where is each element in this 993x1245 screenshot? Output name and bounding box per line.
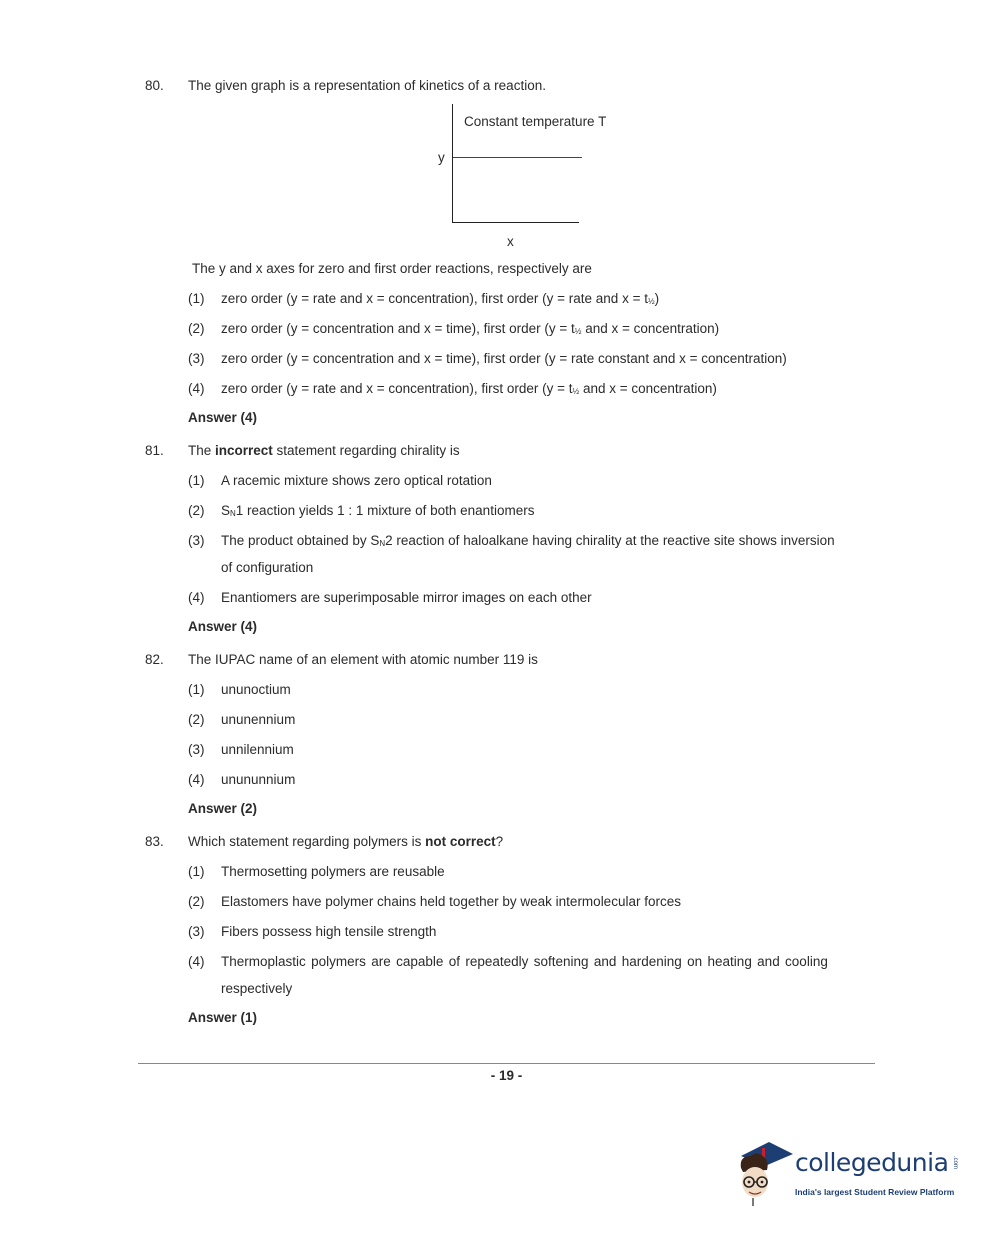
q82-text: The IUPAC name of an element with atomic number 119 is xyxy=(188,652,538,667)
option-text-continued: respectively xyxy=(221,981,293,996)
graph-y-label: y xyxy=(438,150,445,165)
graph-x-axis xyxy=(452,222,579,223)
option-text: Fibers possess high tensile strength xyxy=(221,924,437,939)
collegedunia-logo[interactable] xyxy=(735,1138,965,1208)
q81-answer: Answer (4) xyxy=(188,619,258,634)
q81-text: The incorrect statement regarding chirality is xyxy=(188,443,460,458)
graph-x-label: x xyxy=(507,234,514,249)
footer-divider xyxy=(138,1063,875,1064)
option-text-continued: of configuration xyxy=(221,560,314,575)
option-number: (2) xyxy=(188,503,205,518)
option-number: (1) xyxy=(188,864,205,879)
option-number: (3) xyxy=(188,351,205,366)
option-number: (1) xyxy=(188,682,205,697)
q80-number: 80. xyxy=(145,78,164,93)
option-number: (3) xyxy=(188,742,205,757)
option-number: (4) xyxy=(188,772,205,787)
option-number: (4) xyxy=(188,590,205,605)
option-text: ununennium xyxy=(221,712,296,727)
option-number: (2) xyxy=(188,712,205,727)
logo-domain: .com xyxy=(952,1156,958,1170)
option-text: Thermosetting polymers are reusable xyxy=(221,864,445,879)
option-text: Enantiomers are superimposable mirror images on each other xyxy=(221,590,592,605)
option-number: (1) xyxy=(188,291,205,306)
q83-text: Which statement regarding polymers is not correct? xyxy=(188,834,504,849)
option-number: (4) xyxy=(188,954,205,969)
option-text: The product obtained by $S_N2$ reaction of haloalkane having chirality at the reactive site shows inversion xyxy=(221,533,835,548)
q81-number: 81. xyxy=(145,443,164,458)
option-text: zero order (y = rate and x = concentration), first order ($y = t_{\frac{1}{2}}$ and x = concentration) xyxy=(221,381,717,396)
option-text: ununoctium xyxy=(221,682,291,697)
option-number: (3) xyxy=(188,924,205,939)
option-text: zero order (y = concentration and x = time), first order ($y = t_{\frac{1}{2}}$ and x = concentration) xyxy=(221,321,720,336)
q83-number: 83. xyxy=(145,834,164,849)
page-number: - 19 - xyxy=(490,1068,523,1083)
q80-text: The given graph is a representation of kinetics of a reaction. xyxy=(188,78,546,93)
option-number: (3) xyxy=(188,533,205,548)
option-number: (2) xyxy=(188,321,205,336)
option-text: zero order (y = concentration and x = time), first order (y = rate constant and x = concentration) xyxy=(221,351,787,366)
option-number: (2) xyxy=(188,894,205,909)
q80-answer: Answer (4) xyxy=(188,410,258,425)
option-text: unnilennium xyxy=(221,742,294,757)
logo-wordmark: collegedunia xyxy=(795,1148,949,1177)
option-number: (1) xyxy=(188,473,205,488)
mascot-icon xyxy=(735,1138,795,1208)
option-text: Elastomers have polymer chains held together by weak intermolecular forces xyxy=(221,894,681,909)
option-text: A racemic mixture shows zero optical rotation xyxy=(221,473,492,488)
option-text: Thermoplastic polymers are capable of repeatedly softening and hardening on heating and cooling xyxy=(221,954,828,969)
logo-tagline: India's largest Student Review Platform xyxy=(795,1187,955,1197)
graph-const-label: Constant temperature T xyxy=(464,114,607,129)
q82-answer: Answer (2) xyxy=(188,801,258,816)
graph-constant-line xyxy=(453,157,582,158)
q83-answer: Answer (1) xyxy=(188,1010,258,1025)
option-text: $S_N1$ reaction yields 1 : 1 mixture of both enantiomers xyxy=(221,503,535,518)
option-number: (4) xyxy=(188,381,205,396)
option-text: unununnium xyxy=(221,772,296,787)
q80-subtext: The y and x axes for zero and first order reactions, respectively are xyxy=(192,261,592,276)
graph-y-axis xyxy=(452,104,453,223)
q82-number: 82. xyxy=(145,652,164,667)
option-text: zero order (y = rate and x = concentration), first order (y = rate and $x = t_{\frac{1}{2}}$) xyxy=(221,291,660,306)
